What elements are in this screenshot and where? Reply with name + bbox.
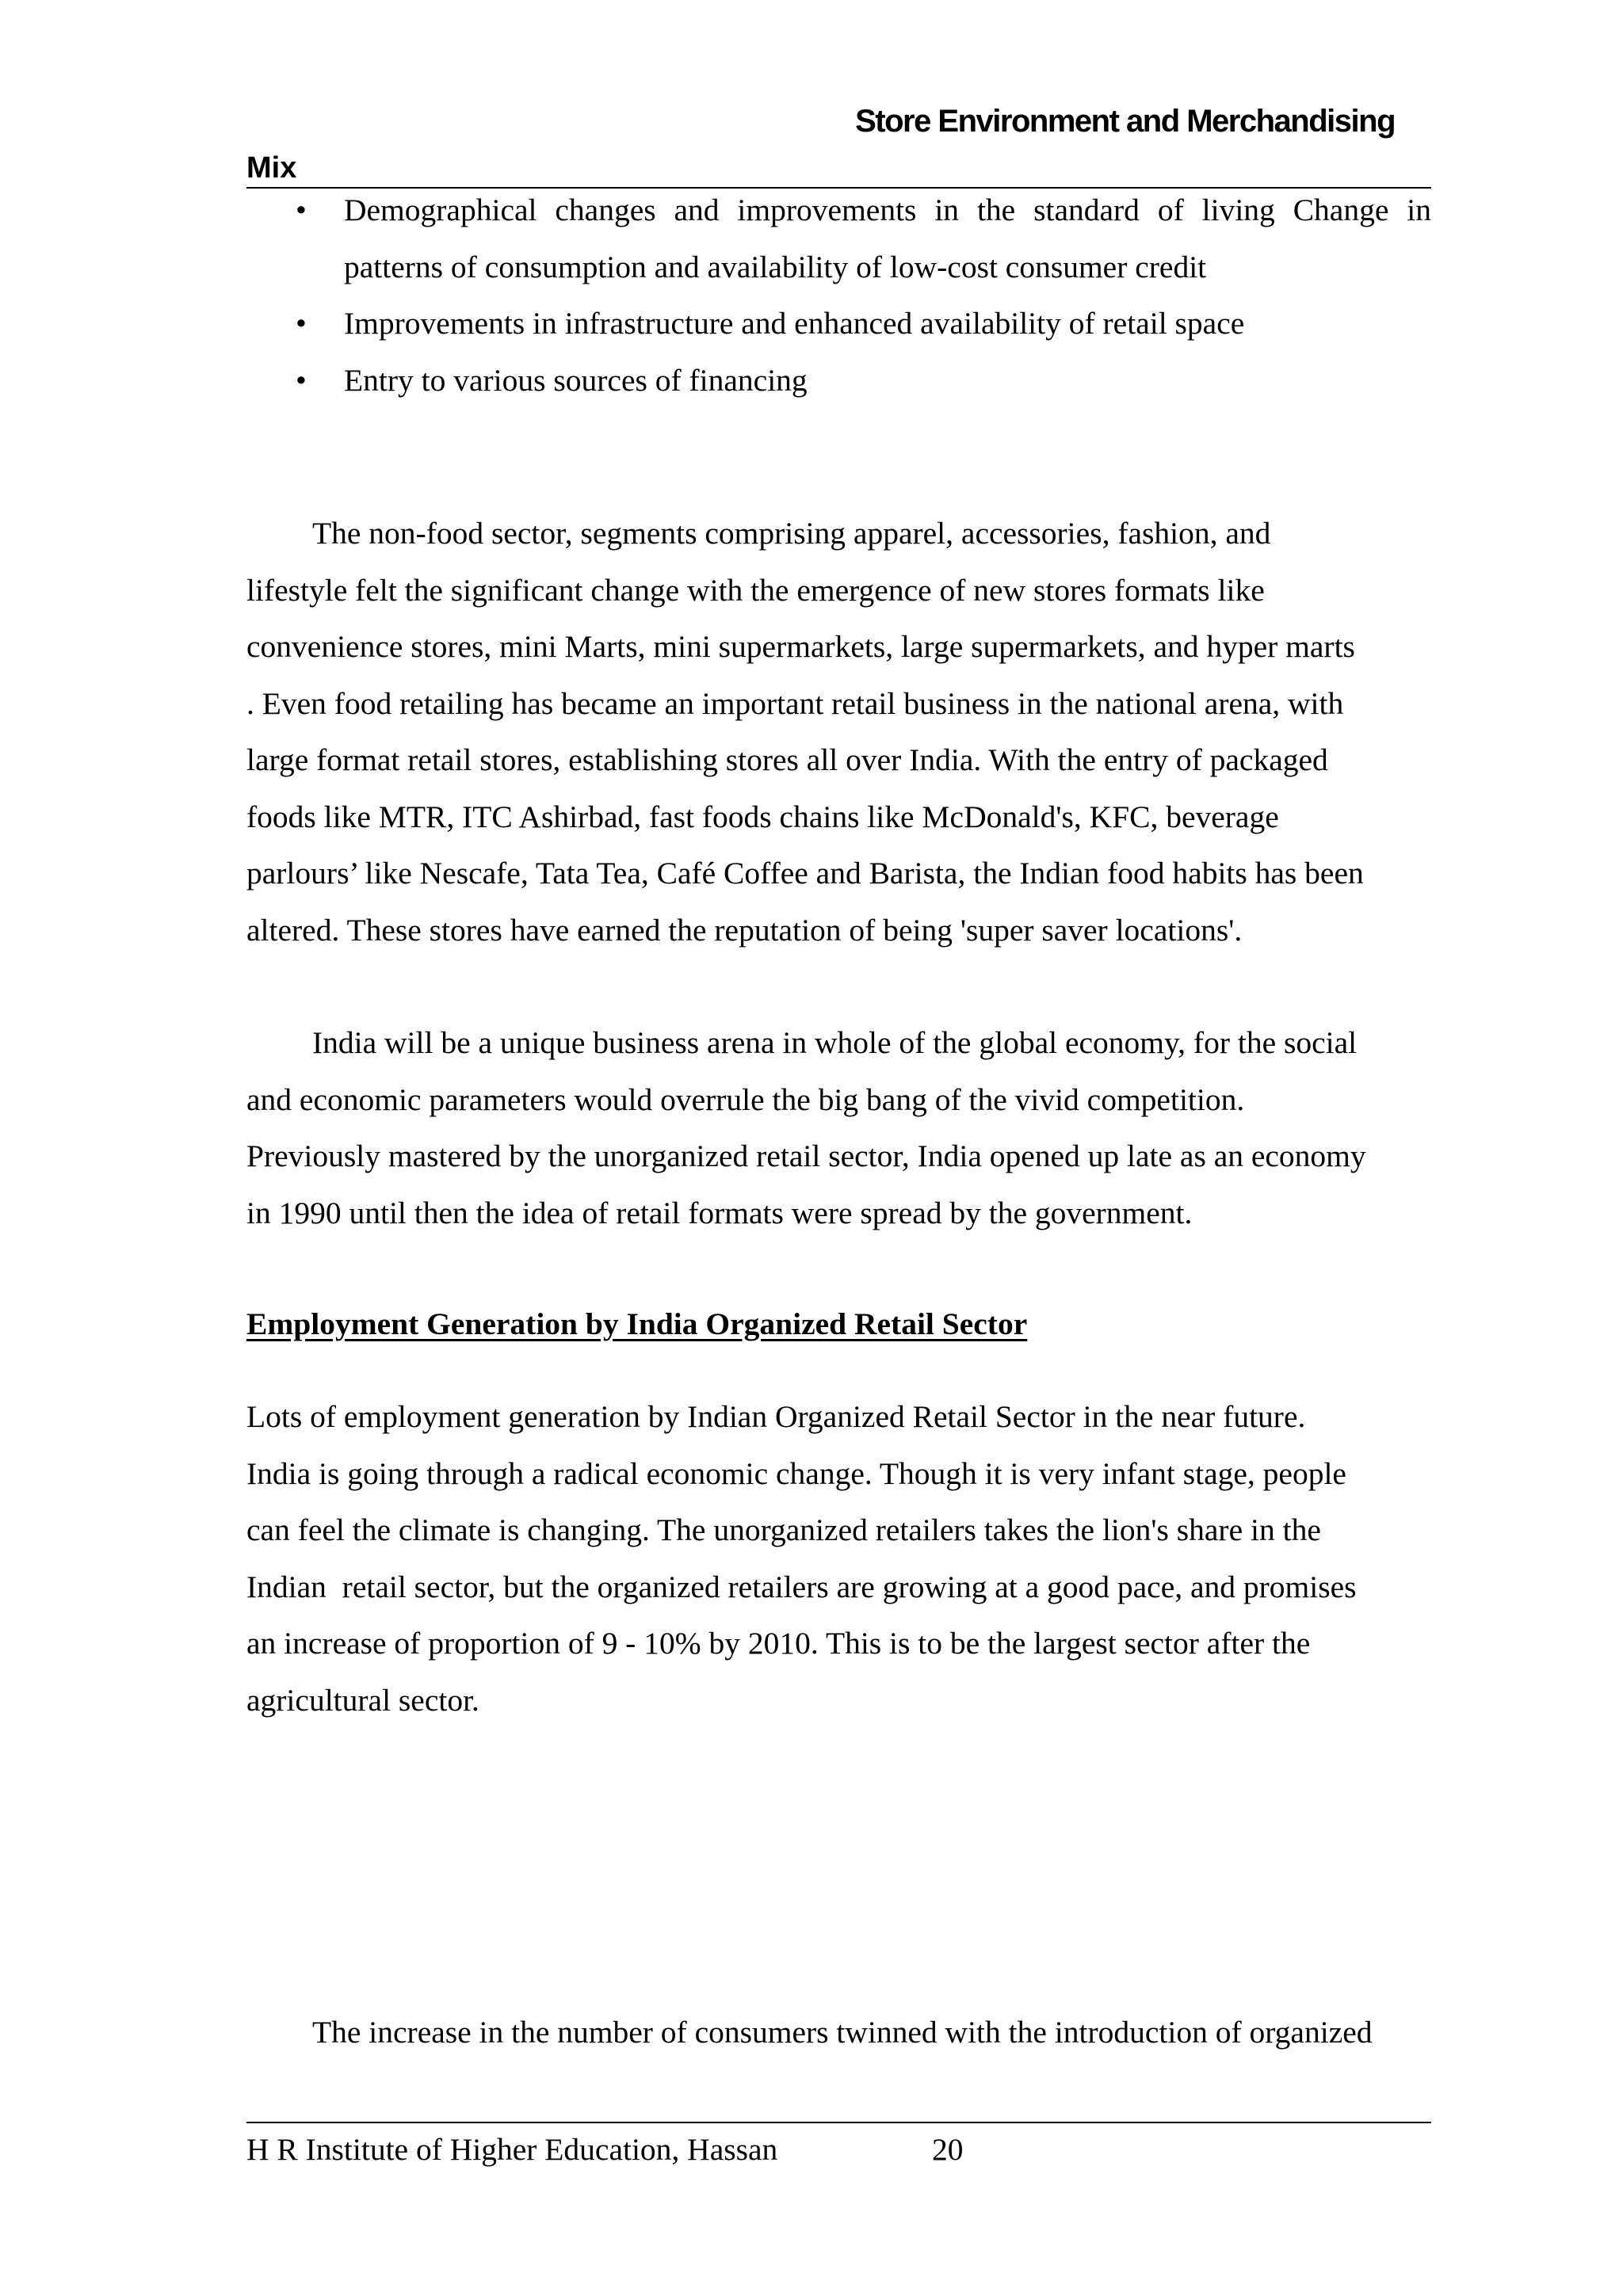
paragraph-line: large format retail stores, establishing stores all over India. With the entry of packaged	[246, 742, 1328, 777]
paragraph-line: agricultural sector.	[246, 1682, 479, 1718]
list-item-text: Entry to various sources of financing	[344, 362, 808, 398]
paragraph-line: India will be a unique business arena in whole of the global economy, for the social	[312, 1025, 1358, 1060]
paragraph-line: in 1990 until then the idea of retail formats were spread by the government.	[246, 1195, 1193, 1230]
paragraph-line: The non-food sector, segments comprising apparel, accessories, fashion, and	[312, 516, 1271, 551]
paragraph-business-arena	[246, 1015, 1431, 1241]
paragraph-line: and economic parameters would overrule the big bang of the vivid competition.	[246, 1081, 1245, 1117]
list-item	[246, 182, 1431, 296]
list-item-text: Improvements in infrastructure and enhanced availability of retail space	[344, 306, 1245, 341]
paragraph-line: Lots of employment generation by Indian Organized Retail Sector in the near future.	[246, 1399, 1306, 1434]
paragraph-non-food-sector	[246, 505, 1431, 959]
paragraph-employment	[246, 1389, 1431, 1729]
running-header-suffix: Mix	[246, 151, 297, 185]
paragraph-line: foods like MTR, ITC Ashirbad, fast foods chains like McDonald's, KFC, beverage	[246, 799, 1279, 834]
list-item-text: Demographical changes and improvements in the standard of living Change in patterns of consumption and availability of low-cost consumer credit	[344, 193, 1431, 284]
paragraph-line: lifestyle felt the significant change with the emergence of new stores formats like	[246, 572, 1265, 608]
paragraph-line: an increase of proportion of 9 - 10% by 2010. This is to be the largest sector after the	[246, 1626, 1311, 1661]
paragraph-line: altered. These stores have earned the reputation of being 'super saver locations'.	[246, 912, 1243, 948]
factor-bullet-list	[246, 182, 1431, 409]
paragraph-line: . Even food retailing has became an important retail business in the national arena, with	[246, 685, 1344, 721]
paragraph-line: The increase in the number of consumers twinned with the introduction of organized	[312, 2015, 1373, 2050]
running-header-title: Store Environment and Merchandising	[855, 104, 1395, 139]
paragraph-line: can feel the climate is changing. The unorganized retailers takes the lion's share in the	[246, 1512, 1321, 1547]
list-item	[246, 296, 1431, 353]
list-item	[246, 353, 1431, 410]
section-heading: Employment Generation by India Organized Retail Sector	[246, 1306, 1028, 1341]
paragraph-line: parlours’ like Nescafe, Tata Tea, Café Coffee and Barista, the Indian food habits has been	[246, 856, 1364, 891]
paragraph-line: India is going through a radical economic change. Though it is very infant stage, people	[246, 1455, 1346, 1491]
paragraph-line: Previously mastered by the unorganized retail sector, India opened up late as an economy	[246, 1138, 1366, 1173]
paragraph-consumers	[246, 2004, 1431, 2061]
bullet-icon: •	[296, 193, 307, 227]
page-number: 20	[932, 2132, 964, 2167]
footer-institute: H R Institute of Higher Education, Hassan	[246, 2132, 778, 2167]
bullet-icon: •	[296, 306, 307, 341]
paragraph-line: Indian retail sector, but the organized retailers are growing at a good pace, and promises	[246, 1569, 1357, 1604]
bullet-icon: •	[296, 362, 307, 398]
paragraph-line: convenience stores, mini Marts, mini supermarkets, large supermarkets, and hyper marts	[246, 629, 1355, 664]
